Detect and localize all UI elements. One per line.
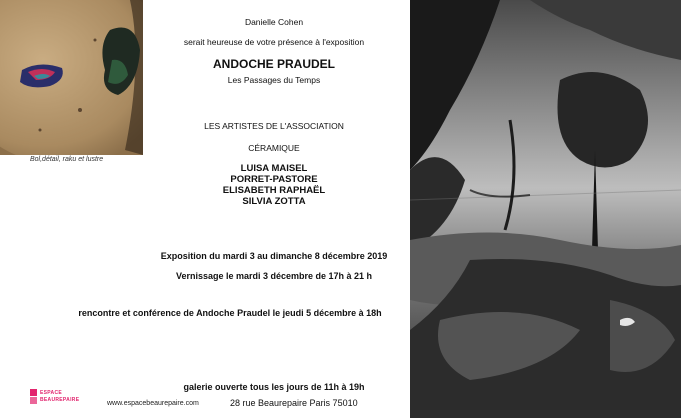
gallery-address: 28 rue Beaurepaire Paris 75010 (230, 398, 358, 408)
exhibition-dates: Exposition du mardi 3 au dimanche 8 décembre 2019 (160, 251, 388, 261)
invitation-line: serait heureuse de votre présence à l'exposition (183, 37, 365, 47)
espace-beaurepaire-logo: ESPACE BEAUREPAIRE (30, 389, 100, 409)
host-name: Danielle Cohen (244, 17, 304, 27)
vernissage-info: Vernissage le mardi 3 décembre de 17h à 21 h (175, 271, 373, 281)
ceramicist-list (143, 163, 405, 207)
ceramicist-name: PORRET-PASTORE (230, 174, 318, 185)
landscape-artwork (410, 0, 681, 418)
ceramicist-name: LUISA MAISEL (240, 163, 308, 174)
talk-info: rencontre et conférence de Andoche Praudel le jeudi 5 décembre à 18h (78, 308, 382, 318)
ceramics-heading: CÉRAMIQUE (248, 143, 300, 153)
association-heading: LES ARTISTES DE L'ASSOCIATION (204, 121, 344, 131)
artist-name: ANDOCHE PRAUDEL (212, 57, 335, 71)
ceramicist-name: SILVIA ZOTTA (242, 196, 306, 207)
show-title: Les Passages du Temps (227, 75, 321, 85)
opening-hours: galerie ouverte tous les jours de 11h à 19h (183, 382, 365, 392)
ceramic-bowl-image (0, 0, 143, 155)
website-link[interactable]: www.espacebeaurepaire.com (107, 400, 199, 407)
image-caption: Bol,détail, raku et lustre (30, 156, 104, 163)
ceramicist-name: ELISABETH RAPHAËL (222, 185, 326, 196)
